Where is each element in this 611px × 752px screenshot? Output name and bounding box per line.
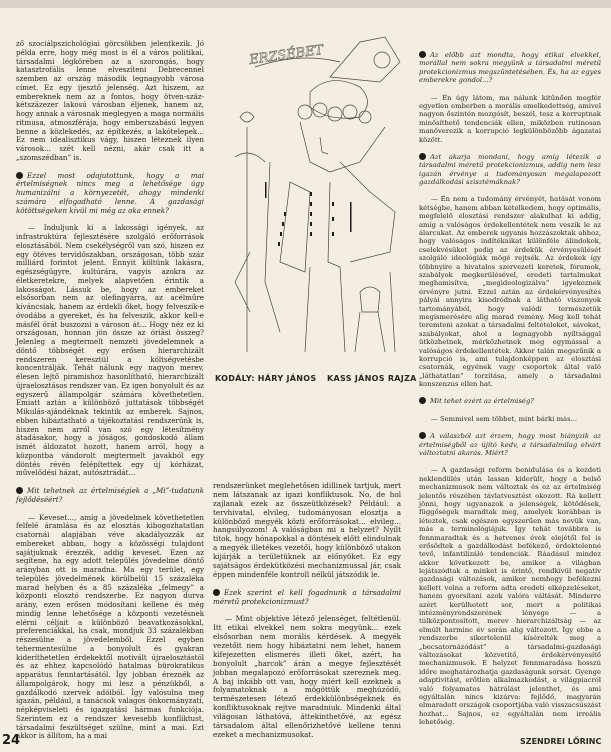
svg-text:ERZSÉBET: ERZSÉBET — [248, 42, 325, 68]
interview-answer — [419, 415, 601, 423]
paragraph-text: Mit tehet ezért az értelmiség? — [430, 397, 534, 406]
interview-question — [213, 589, 401, 607]
interview-question — [419, 397, 601, 405]
question-bullet-icon — [16, 487, 23, 494]
illustration-caption-credit: KASS JÁNOS RAJZA — [327, 374, 417, 383]
interview-question — [16, 487, 204, 505]
interview-answer — [213, 482, 401, 580]
interview-answer — [213, 615, 401, 739]
paragraph-text: — Én nem a tudomány érvényét, hatását vonom kétségbe, hanem abban kételkedem, hogy optimális, megfelelő elosztási rendszer alakulhat ki addig, amíg a valóságos érdekellentétek nem veszik le az álarcukat. Az emberek ugyanis hozzászoktak ahhoz, hogy valóságos indítékaikat különféle álindokok, cselekvésüket pedig az érdekük érvényesülését szolgáló ideológiák mögé rejtsék. Az érdekek így többnyire a hivatalos szervezeti keretek, fórumok, szabályok megkerülésével, eredeti tartalmukat meghamisítva, „megideologizálva” igyekeznek érvényre jutni. Ezzel aztán az érdekérvényesítés pályái annyira kisodródnak a látható viszonyok tartományából, hogy valódi természetük megismerésére alig marad remény. Meg kell tehát teremteni azokat a társadalmi feltételeket, sávokat, szabályokat, ahol a legnagyobb nyíltsággal ütközhetnek, mérkőzhetnek meg egymással a valóságos érdekellentétek. Akkor talán megszűnik a korrupció is, ami tulajdonképpen az elosztási csatornák, egyének vagy csoportok által való „láthatatlan” torzítása, amely a társadalmi konszenzus ellen hat. — [419, 195, 601, 389]
paragraph-text: — Induljunk ki a lakossági igények, az infrastruktúra fejlesztésére szolgáló erőforrások elosztásából. Nem csekélységről van szó, hiszen ez egy ötéves tervidőszakban, országosan, több száz milliárd forintot jelent. Ennyit költünk lakásra, egészségügyre, kultúrára, vagyis azokra az életkeretekre, melyek alapvetően érintik a lakosságot. Lássuk be, hogy az embereket elsősorban nem az olefingyárra, az acélműre kíváncsiak, hanem az érdekli őket, hogy felveszik-e óvodába a gyereket, és ha felveszik, akkor kell-e másfél órát buszozni a városon át... Hogy néz ez ki országosan, honnan jön össze az óriási összeg? Jelenleg a megtermelt nemzeti jövedelemnek a döntő többségét egy erősen hierarchizált rendszeren keresztül a költségvetésbe koncentrálják. Tehát nálunk egy nagyon merev, élesen lejtő piramishoz hasonlítható, hierarchizált újraelosztásos rendszer van. Ez igen bonyolult és az egyszerű állampolgár számára követhetetlen. Emiatt aztán a különböző juttatások többségét Mikulás-ajándéknak tekintik az emberek. Sajnos, ebben hibáztatható a tájékoztatási rendszerünk is, hiszen nem arról van szó egy létesítmény átadásakor, hogy a jóságos, gondoskodó állam ismét áldozatot hozott, hanem arról, hogy a központba vándorolt megtermelt javakból egy döntés révén felépítettek egy új kórházat, művelődési házat, autósztrádát... — [16, 223, 204, 478]
paragraph-text: ző szociálpszichológiai görcsökben jelentkezik. Jó példa erre, hogy még most is él a város politikai, társadalmi légkörében az a szorongás, hogy katasztrofális lenne elveszíteni Debrecennel szemben az ország második legnagyobb városa címet. Ez egy ijesztő jelenség. Azt hiszem, az embereknek nem az a fontos, hogy ötven-száz-kétszázezer lakosú városban éljenek, hanem az, hogy annak a városnak meglegyen a maga normális ritmusa, atmoszférája, hogy emberszabású legyen benne a közlekedés, az építkezés, a lakótelepek... Ez nem idealisztikus vágy, hiszen léteznek ilyen városok... szét kell nézni, akár csak itt a „szomszédban” is. — [16, 39, 204, 162]
interview-question — [419, 432, 601, 457]
paragraph-text: rendszerünket meglehetősen idillinek tartjuk, mert nem látszanak az igazi konfliktusok. No, de hol zajlanak ezek az összeütközések? Például: a tervhivatal, elvileg, tudományosan elosztja a különböző megyék közti erőforrásokat... elvileg... hangsúlyozom! A valóságban mi a helyzet? Nyílt titok, hogy hónapokkal a döntések előtt elindulnak a megyék illetékes vezetői, hogy különböző utakon kijárják a területüknek az előnyöket. Ez egy sajátságos érdekütközési mechanizmussal jár, csak éppen mindenféle kontroll nélkül játszódik le. — [213, 481, 401, 579]
paragraph-text: Ezzel most odajutottunk, hogy a mai értelmiségnek nincs meg a lehetősége úgy humanizálni a környezetét, ahogy mindenki számára elfogadható lenne. A gazdasági kötöttségeken kívül mi még az oka ennek? — [16, 170, 204, 215]
question-bullet-icon — [419, 432, 426, 439]
paragraph-text: Az előbb azt mondta, hogy etikai elvekkel, morállal nem sokra megyünk a társadalmi méretű protekcionizmus megszüntetésében. És, ha az egyes emberekre gondol...? — [419, 51, 601, 85]
paragraph-text: — Keveset..., amíg a jövedelmek követhetetlen felfelé áramlása és az elosztás kibogozhatatlan csatornái alapjában véve akadályozzák az embereket abban, hogy a közösségi tulajdont sajátjuknak érezzék, addig keveset. Ezen az segítene, ha egy adott település jövedelme döntő arányban ott is maradna. Ma egy terület, egy település jövedelmének körülbelül 15 százaléka marad helyben és a 85 százaléka „felmegy” a központi elosztó rendszerbe. Ez nagyon durva arány, ezen erősen módosítani kellene és még mindig lenne lehetősége a központi vezetésnek elérni céljait a különböző beavatkozásokkal, preferenciákkal, ha csak, mondjuk 33 százalékban részesülne a jövedelemből. Ezzel egyben tehermentesülne a bonyolult és gyakran kideríthetetlen érdekektől motivált újraelosztástól és az ehhez kapcsolódó hatalmas bürokratikus apparátus fenntartásától. Így jobban éreznék az állampolgárok, hogy mi lesz a pénzükből, a gazdálkodó szervek adóiból. Így valósulna meg igazán, például, a tanácsok valagos önkormányzati, népképviseleti és igazgatási hármas funkciója. Szerintem ez a rendszer kevesebb konfliktust, társadalmi feszültséget szülne, mint a mai. Ezt akkor is állítom, ha a mai — [16, 512, 204, 741]
question-bullet-icon — [213, 589, 220, 596]
paragraph-text: — Mint objektíve létező jelenséget, feltétlenül. Itt etikai elvekkel nem sokra megyünk... ezek elsősorban nem morális kérdések. A megyék vezetőit nem hogy hibáztatni nem lehet, hanem kifejezetten elismerés illeti őket, azért, ha bonyolult „harcok” árán a megye fejlesztését jobban megalapozó erőforrásokat szereznek meg. A baj inkább ott van, hogy miért kell ezeknek a folyamatoknak a mögöttük meghúzódó, természetesen létező érdekkülönbségeknek és konfliktusoknak rejtve maradniuk. Mindenki által világosan láthatóvá, áttekinthetővé, az egész társadalom által ellenőrizhetővé kellene tenni ezeket a mechanizmusokat. — [213, 614, 401, 739]
interview-answer — [419, 195, 601, 388]
paragraph-text: Mit tehetnek az értelmiségiek a „Mi”-tudatunk fejlődéséért? — [16, 486, 204, 504]
illustration-hary-janos-drawing — [210, 22, 406, 362]
interview-answer — [16, 224, 204, 478]
paragraph-text: Ezek szerint el kell fogadnunk a társadalmi méretű protekcionizmust? — [213, 587, 401, 606]
paragraph-text: — Semmivel sem többet, mint bárki más... — [431, 414, 578, 423]
article-column-3 — [419, 42, 601, 727]
interview-answer — [419, 466, 601, 726]
paragraph-text: — A gazdasági reform benidulása és a kezdeti neklendülés után lassan kiderült, hogy a belső mechanizmusok nem változtak és ez az értelmiség jelentős részében távlatvesztést okozott. Rá kellett jönni, hogy ugyanazok a jelenségek, kötődések, függőségek maradtak meg, amelyek korábban is léteztek, csak egészen egyszerűen más nevük van, más a terminológiájuk. Így tehát továbbra is fennmaradtak és a hetvenes évek elejétől fel is erősödtek a gazdálkodást befékező, érdektelenné tevő, infantilizáló tendenciák. Ráadásul mindez akkor következett be, amikor a világban lejátszódtak a minket is érintő, rendkívül negatív gazdasági változások, amikor nemhogy befékezni kellett volna a reform adta eredeti elképzeléseket, hanem gyorsítani azok valóra váltását. Minderre azért kerülhetett sor, mert a politikai intézményrendszerének lényege — a túlközpontosított, merev hierarchizáltság — az elmúlt harminc év során alig változott. Így ebbe a rendszerbe sikertelenül kísérelték meg a „becsatornázódást” a társadalmi-gazdasági változásokat közvetítő, érdekérvényesítő mechanizmusok. E helyzet fennmaradása hosszú időre meghatározhatja gazdaságunk sorsát. Gyenge adaptivitást, erőtlen alkalmazkodást, a világpiacról való folyamatos hátrálást jelenthet, és ami egyáltalán nincs kizárva: fejlődő, magyarán elmaradott országok csoportjába való visszacsúszást hozhat... Sajnos, ez egyáltalán nem irreális lehetőség. — [419, 466, 601, 727]
interview-answer — [419, 94, 601, 144]
interview-question — [419, 153, 601, 187]
question-bullet-icon — [419, 397, 426, 404]
article-column-1 — [16, 40, 204, 741]
interview-answer — [16, 40, 204, 163]
author-byline: SZENDREI LŐRINC — [520, 737, 602, 746]
paragraph-text: A válaszból azt érzem, hogy most hiányzik az értelmiségből az újító kedv, a társadalmilag elvárt változtatni akarás. Miért? — [419, 432, 601, 458]
question-bullet-icon — [16, 172, 23, 179]
question-bullet-icon — [419, 153, 426, 160]
interview-question — [419, 51, 601, 85]
scan-edge-band — [0, 0, 611, 8]
article-column-2 — [213, 482, 401, 740]
paragraph-text: Azt akarja mondani, hogy amíg létezik a társadalmi méretű protekcionizmus, addig nem lesz igazán érvénye a tudományosan megalapozott gazdálkodási szisztémáknak? — [419, 152, 601, 187]
interview-question — [16, 172, 204, 216]
interview-answer — [16, 514, 204, 742]
paragraph-text: — Én úgy látom, ma nálunk kitűnően megfér egyetlen emberben a morális emelkedettség, amivel nagyon őszintén mozgósít, beszél, tesz a korruptnak minősíthető tendenciák ellen, miközben rutinosan manőverezik a korrupció legkülönbözőbb ágazatai között. — [419, 93, 601, 144]
illustration-caption-title: KODÁLY: HÁRY JÁNOS — [215, 374, 317, 383]
question-bullet-icon — [419, 51, 426, 58]
page-number: 24 — [2, 733, 21, 748]
